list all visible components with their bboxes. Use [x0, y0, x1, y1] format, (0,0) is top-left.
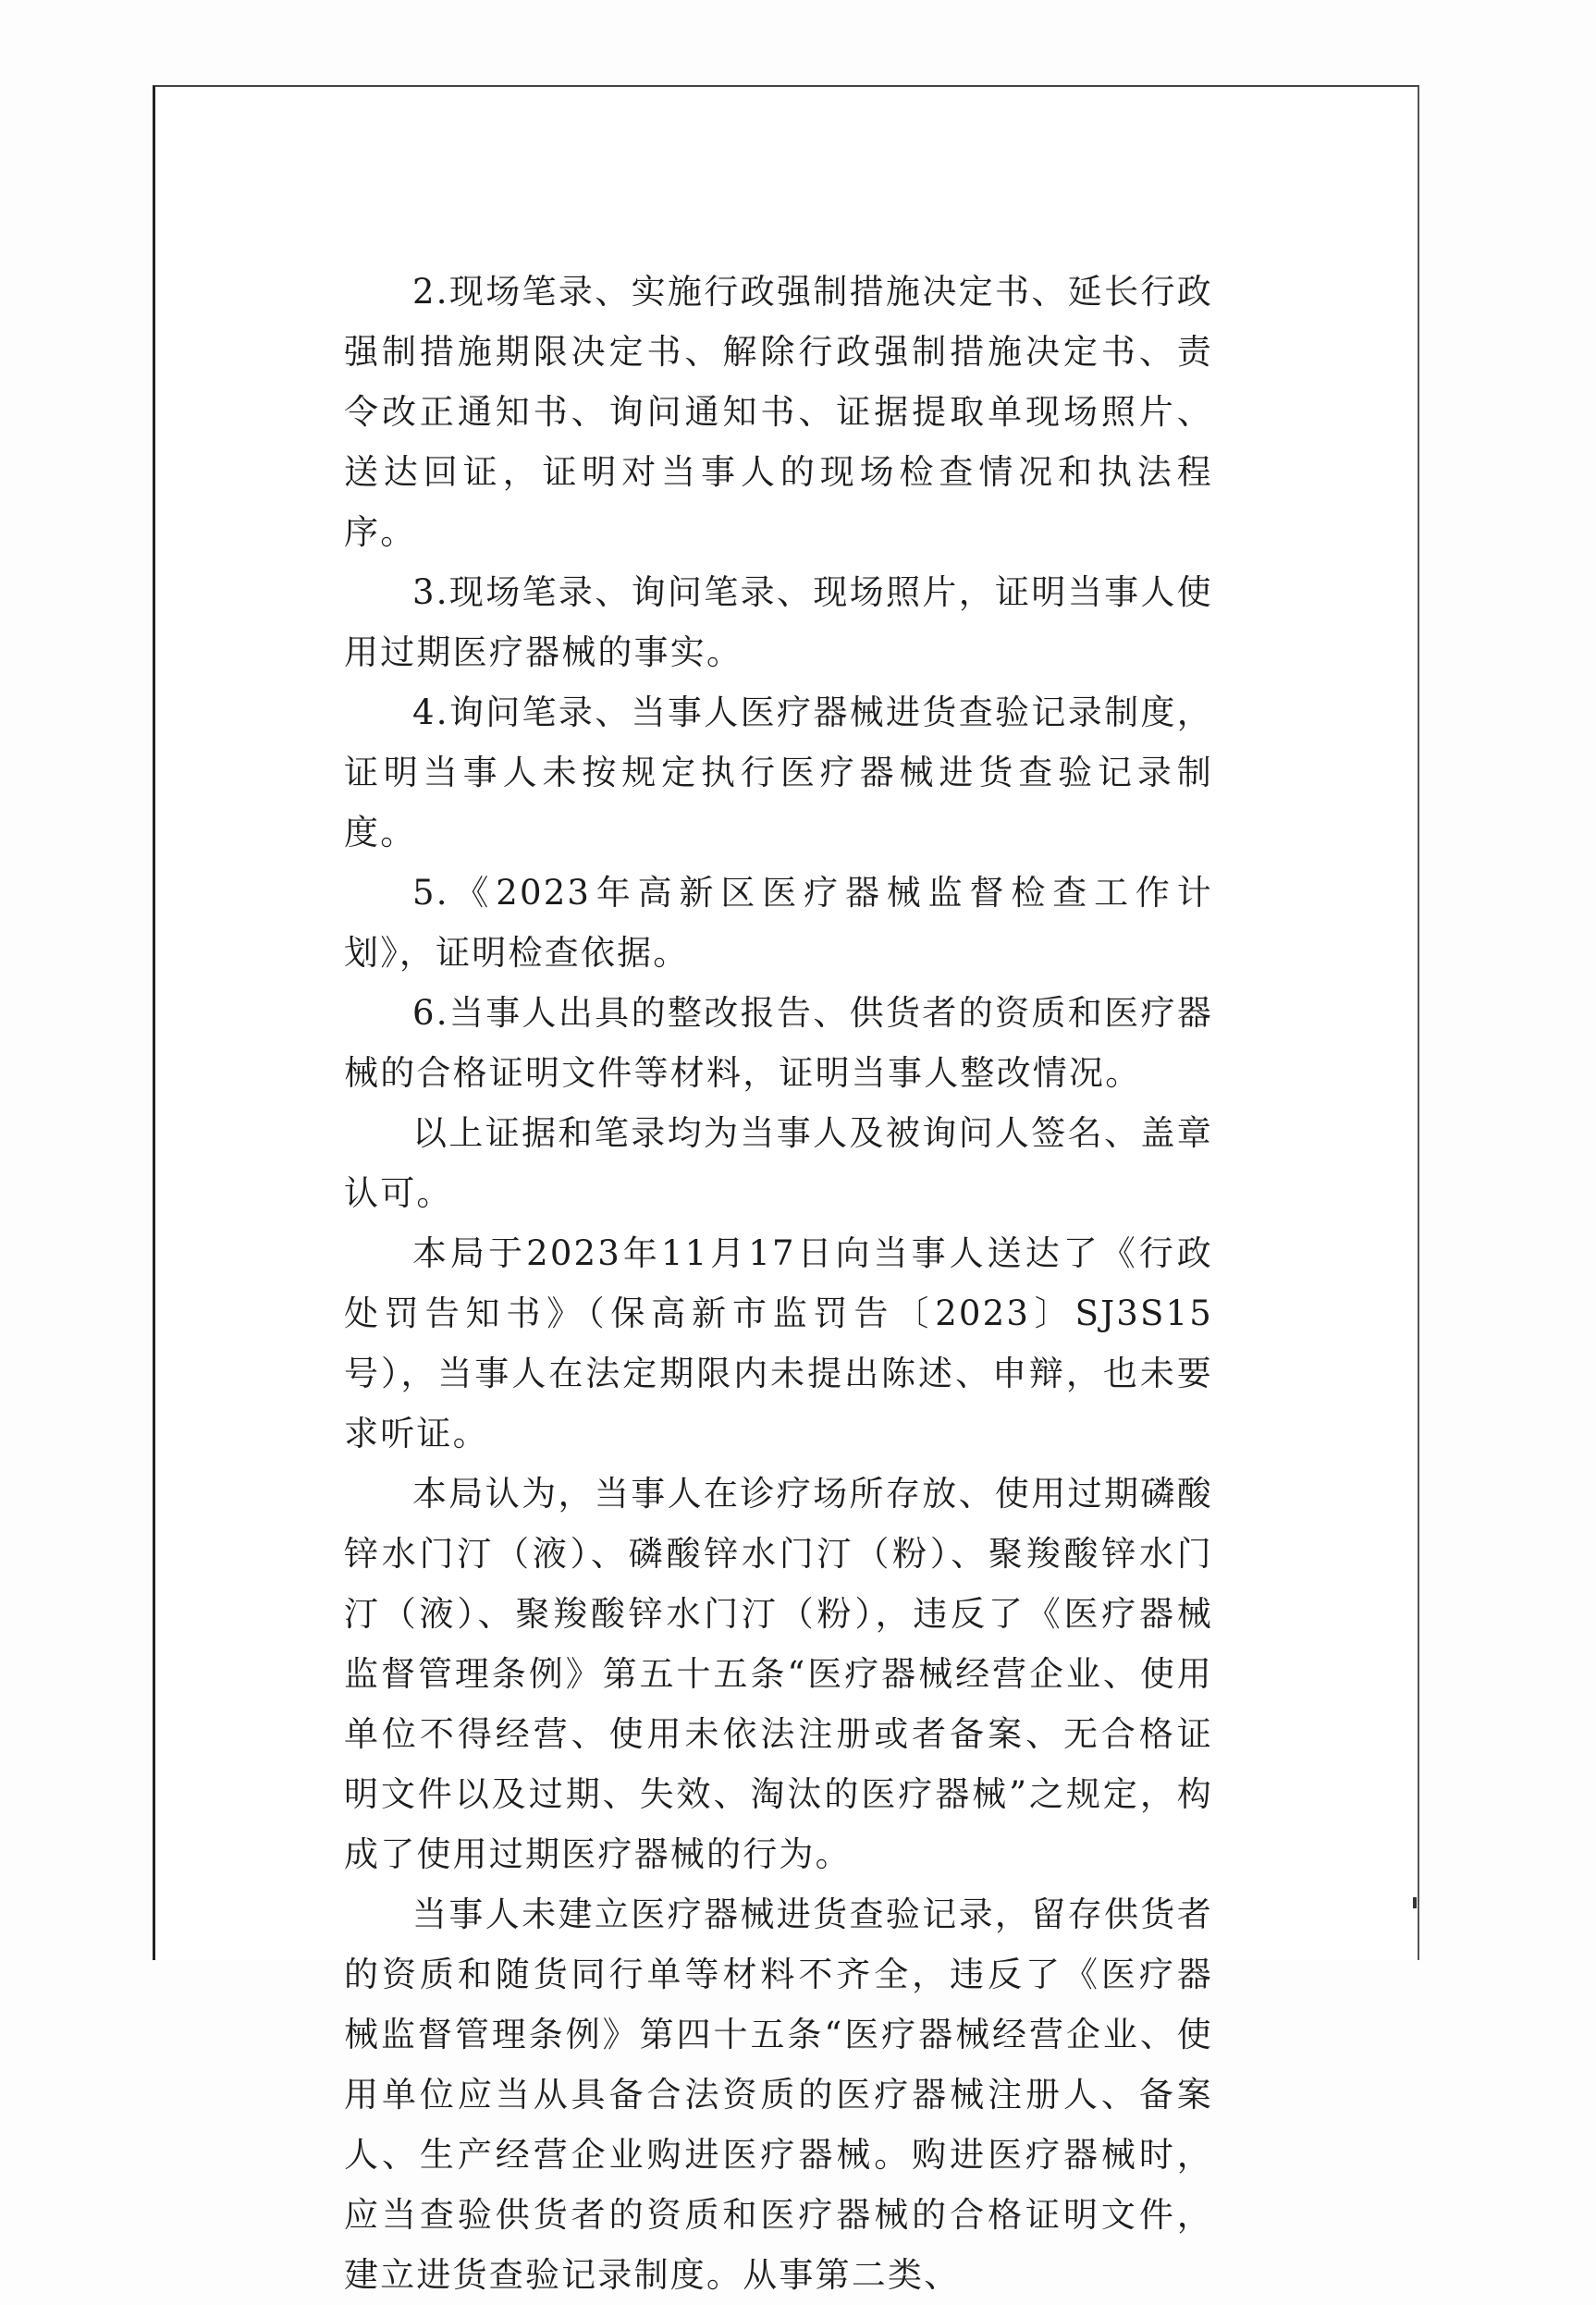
violation-finding-paragraph: 本局认为，当事人在诊疗场所存放、使用过期磷酸锌水门汀（液）、磷酸锌水门汀（粉）、聚羧酸锌水门汀（液）、聚羧酸锌水门汀（粉），违反了《医疗器械监督管理条例》第五十五条“医疗器械经营企业、使用单位不得经营、使用未依法注册或者备案、无合格证明文件以及过期、失效、淘汰的医疗器械”之规定，构成了使用过期医疗器械的行为。 [344, 1474, 1213, 1874]
evidence-item-3: 3.现场笔录、询问笔录、现场照片，证明当事人使用过期医疗器械的事实。 [344, 572, 1213, 672]
scan-mark [1413, 1897, 1417, 1908]
evidence-item-6: 6.当事人出具的整改报告、供货者的资质和医疗器械的合格证明文件等材料，证明当事人整改情况。 [344, 993, 1213, 1093]
inspection-record-paragraph: 当事人未建立医疗器械进货查验记录，留存供货者的资质和随货同行单等材料不齐全，违反了《医疗器械监督管理条例》第四十五条“医疗器械经营企业、使用单位应当从具备合法资质的医疗器械注册人、备案人、生产经营企业购进医疗器械。购进医疗器械时，应当查验供货者的资质和医疗器械的合格证明文件，建立进货查验记录制度。从事第二类、 [344, 1894, 1213, 2295]
evidence-item-2: 2.现场笔录、实施行政强制措施决定书、延长行政强制措施期限决定书、解除行政强制措施决定书、责令改正通知书、询问通知书、证据提取单现场照片、送达回证，证明对当事人的现场检查情况和执法程序。 [344, 272, 1213, 552]
evidence-confirmation-paragraph: 以上证据和笔录均为当事人及被询问人签名、盖章认可。 [344, 1113, 1213, 1213]
evidence-item-4: 4.询问笔录、当事人医疗器械进货查验记录制度，证明当事人未按规定执行医疗器械进货查验记录制度。 [344, 693, 1213, 852]
notice-delivery-paragraph: 本局于2023年11月17日向当事人送达了《行政处罚告知书》（保高新市监罚告〔2023〕SJ3S15号），当事人在法定期限内未提出陈述、申辩，也未要求听证。 [344, 1233, 1213, 1453]
document-body [344, 262, 1213, 2305]
evidence-item-5: 5.《2023年高新区医疗器械监督检查工作计划》，证明检查依据。 [344, 873, 1213, 973]
